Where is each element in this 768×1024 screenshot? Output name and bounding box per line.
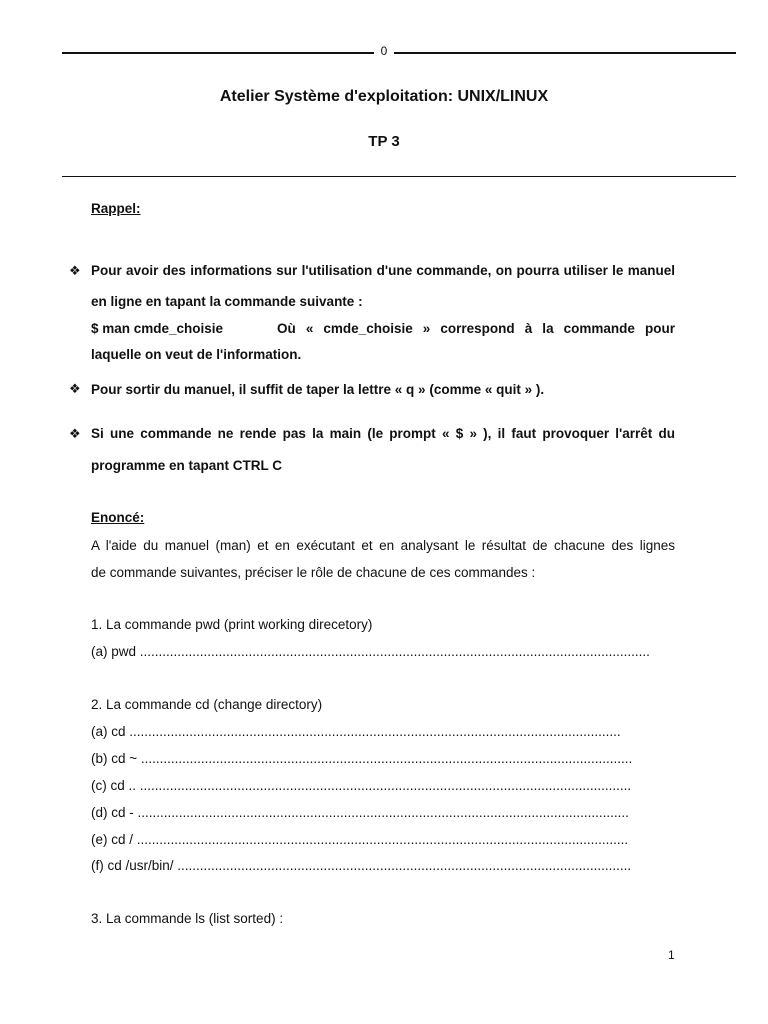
section2-item-e: (e) cd / ................................................................................................................................... [91,832,629,847]
section2-item-b: (b) cd ~ ................................................................................................................................... [91,751,633,766]
section1-item-a: (a) pwd ........................................................................................................................................ [91,644,650,659]
man-command: $ man cmde_choisie [91,321,224,336]
section2-item-a: (a) cd ................................................................................................................................... [91,724,621,739]
rappel-item1-line3 [91,320,675,338]
rappel-item1-line4: laquelle on veut de l'information. [91,347,302,362]
document-subtitle: TP 3 [368,133,400,150]
section2-item-c: (c) cd .. ................................................................................................................................... [91,778,632,793]
header-number: 0 [374,44,394,58]
section2-item-d: (d) cd - ................................................................................................................................... [91,805,629,820]
rappel-item3-line1: Si une commande ne rende pas la main (le prompt « $ » ), il faut provoquer l'arrêt du [91,426,675,441]
enonce-heading: Enoncé: [91,510,145,525]
rappel-item1-line1: Pour avoir des informations sur l'utilisation d'une commande, on pourra utiliser le manuel [91,263,675,278]
document-title: Atelier Système d'exploitation: UNIX/LINUX [219,88,549,105]
page-number: 1 [668,948,675,962]
rappel-item2: Pour sortir du manuel, il suffit de taper la lettre « q » (comme « quit » ). [91,382,545,397]
enonce-line1: A l'aide du manuel (man) et en exécutant et en analysant le résultat de chacune des lignes [91,538,675,553]
man-command-explanation: Où « cmde_choisie » correspond à la commande pour [277,321,675,336]
section2-title: 2. La commande cd (change directory) [91,697,323,712]
rappel-item3-line2: programme en tapant CTRL C [91,458,283,473]
diamond-bullet-icon: ❖ [69,381,81,396]
rappel-item1-line2: en ligne en tapant la commande suivante : [91,294,363,309]
section2-item-f: (f) cd /usr/bin/ ......................................................................................................................... [91,858,632,873]
header-rule [62,52,736,54]
section3-title: 3. La commande ls (list sorted) : [91,911,284,926]
rappel-heading: Rappel: [91,201,141,216]
section1-title: 1. La commande pwd (print working direcetory) [91,617,373,632]
diamond-bullet-icon: ❖ [69,426,81,441]
diamond-bullet-icon: ❖ [69,263,81,278]
title-rule [62,176,736,177]
enonce-line2: de commande suivantes, préciser le rôle de chacune de ces commandes : [91,565,536,580]
